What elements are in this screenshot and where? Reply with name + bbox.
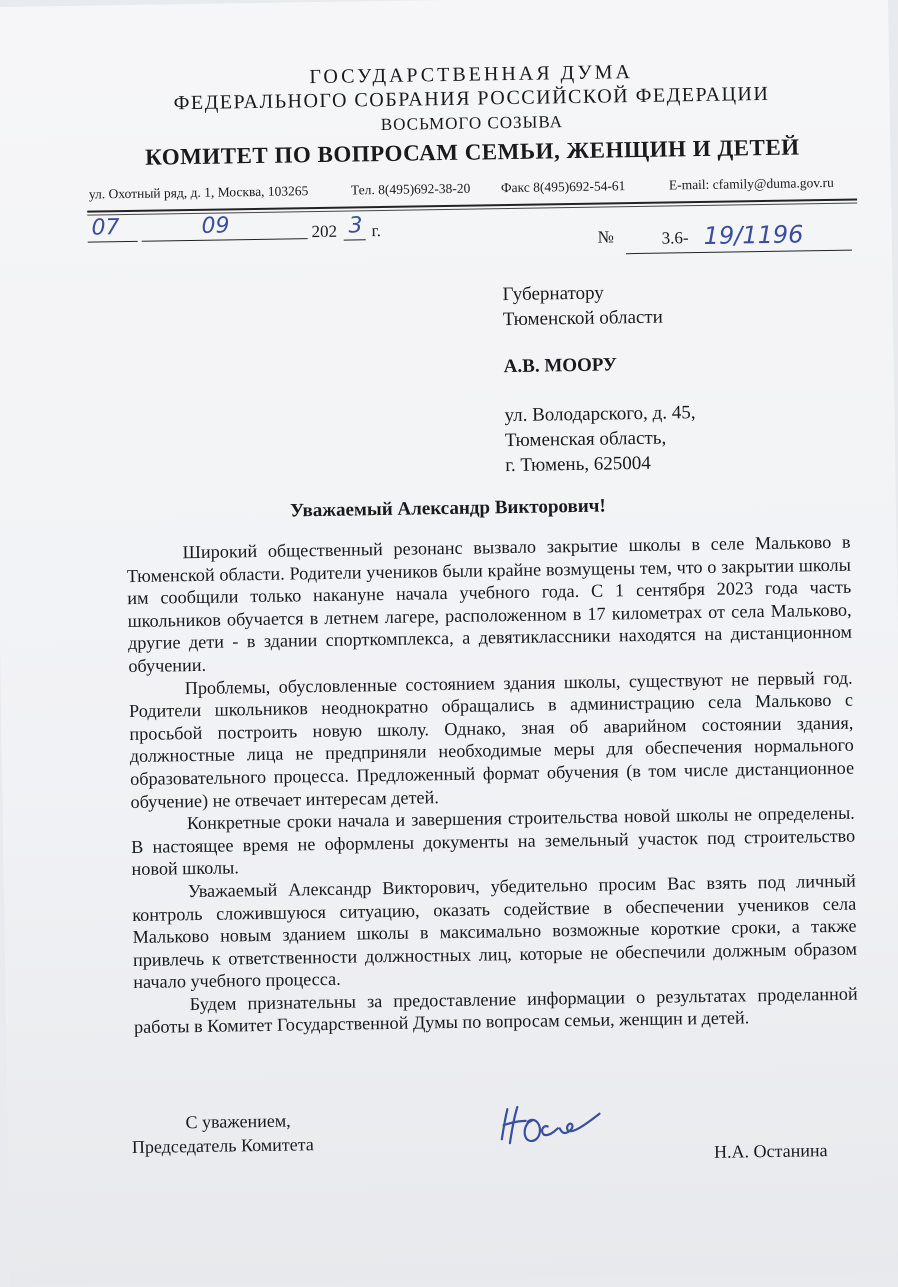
doc-number-prefix: 3.6- (661, 228, 689, 248)
doc-number-line (626, 250, 852, 255)
signer-name: Н.А. Останина (713, 1140, 828, 1162)
date-month-line (142, 238, 308, 242)
date-month: 09 (201, 213, 230, 239)
body-paragraph-1: Широкий общественный резонанс вызвало закрытие школы в селе Мальково в Тюменской области. Родители учеников были крайне возмущены тем, что о закрытии школы им сообщили только накануне начала учебного года. С 1 сентября 2023 года часть школьников обучается в летнем лагере, расположенном в 17 километрах от села Мальково, другие дети - в здании спорткомплекса, а девятиклассники находятся на дистанционном обучении. (126, 531, 853, 677)
recipient-name: А.В. МООРУ (503, 354, 618, 378)
handwritten-signature (487, 1097, 618, 1159)
contact-fax: Факс 8(495)692-54-61 (500, 178, 626, 196)
contact-phone: Тел. 8(495)692-38-20 (350, 180, 471, 198)
body-paragraph-4: Уважаемый Александр Викторович, убедительно просим Вас взять под личный контроль сложившуюся ситуацию, оказать содействие в обеспечении учеников села Мальково новым зданием школы в максимально возможные короткие сроки, а также привлечь к ответственности должностных лиц, которые не обеспечили должным образом начало учебного процесса. (132, 870, 858, 993)
closing-position: Председатель Комитета (131, 1134, 314, 1158)
letterhead-convocation: ВОСЬМОГО СОЗЫВА (380, 112, 564, 135)
date-year-suffix: 3 (348, 213, 363, 239)
recipient-addr2: Тюменская область, (504, 427, 667, 452)
doc-number-handwritten: 19/1196 (703, 220, 804, 250)
body-paragraph-3: Конкретные сроки начала и завершения строительства новой школы не определены. В настоящее время не оформлены документы на земельный участок под строительство новой школы. (131, 802, 856, 880)
recipient-line2: Тюменской области (502, 306, 663, 331)
date-year-unit: г. (371, 221, 382, 241)
recipient-addr1: ул. Володарского, д. 45, (504, 402, 696, 427)
letter-body (126, 531, 858, 1039)
contact-address: ул. Охотный ряд, д. 1, Москва, 103265 (88, 183, 309, 202)
contact-email: E-mail: cfamily@duma.gov.ru (668, 174, 834, 193)
recipient-addr3: г. Тюмень, 625004 (505, 452, 651, 477)
letterhead-duma: ГОСУДАРСТВЕННАЯ ДУМА (309, 61, 634, 89)
doc-number-label: № (597, 227, 615, 247)
recipient-line1: Губернатору (502, 282, 605, 306)
date-day: 07 (91, 215, 120, 241)
body-paragraph-2: Проблемы, обусловленные состоянием здания школы, существуют не первый год. Родители школьников неоднократно обращались в администрацию села Мальково с просьбой построить новую школу. Однако, зная об аварийном состоянии здания, должностные лица не предприняли необходимые меры для обеспечения нормального образовательного процесса. Предложенный формат обучения (в том числе дистанционное обучение) не отвечает интересам детей. (128, 667, 855, 812)
salutation: Уважаемый Александр Викторович! (289, 495, 606, 522)
date-year-line (344, 239, 366, 240)
recipient-address (504, 400, 696, 478)
date-year-prefix: 202 (311, 221, 338, 242)
body-paragraph-5: Будем признательны за предоставление информации о результатах проделанной работы в Комитет Государственной Думы по вопросам семьи, женщин и детей. (133, 983, 858, 1038)
letterhead-contacts (89, 175, 859, 203)
closing-regards: С уважением, (185, 1110, 291, 1133)
letterhead-committee: КОМИТЕТ ПО ВОПРОСАМ СЕМЬИ, ЖЕНЩИН И ДЕТЕЙ (144, 134, 800, 170)
date-day-line (88, 241, 138, 243)
recipient-title (502, 280, 663, 333)
letterhead-federal-assembly: ФЕДЕРАЛЬНОГО СОБРАНИЯ РОССИЙСКОЙ ФЕДЕРАЦИИ (173, 82, 770, 115)
